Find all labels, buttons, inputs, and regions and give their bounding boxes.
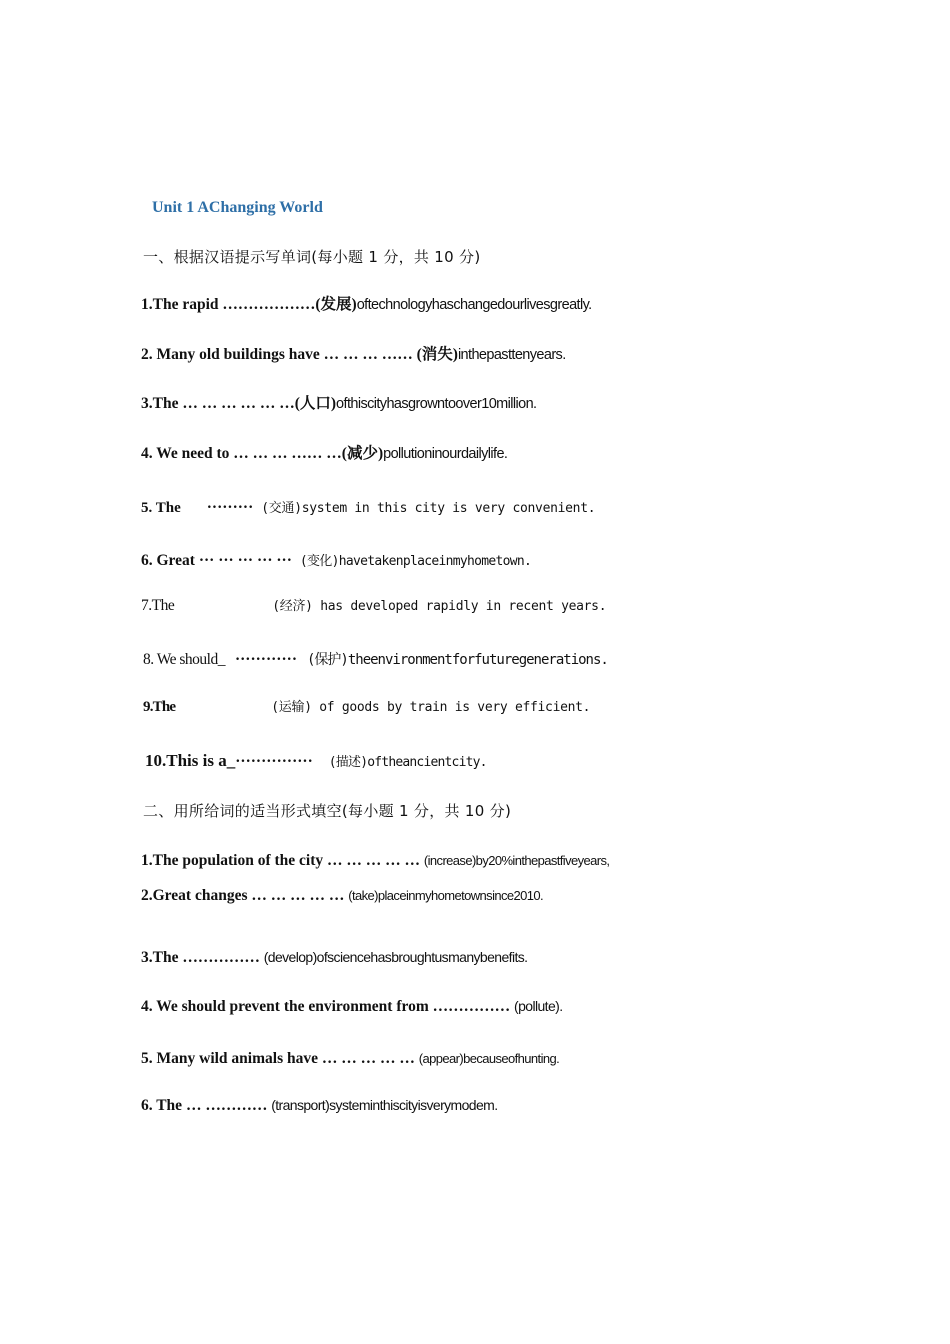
s1-question-3: 3.The … … … … … …(人口)ofthiscityhasgrowntoover10million.: [141, 395, 537, 412]
s1-question-9: 9.The (运输) of goods by train is very efficient.: [143, 699, 591, 715]
s2-question-2: 2.Great changes … … … … … (take)placeinmyhometownsince2010.: [141, 887, 544, 904]
s2-question-6: 6. The … ………… (transport)systeminthiscityisverymodem.: [141, 1097, 498, 1114]
s2-question-3: 3.The …………… (develop)ofsciencehasbroughtusmanybenefits.: [141, 949, 528, 966]
s1-question-8: 8. We should_ ············ (保护)theenvironmentforfuturegenerations.: [143, 651, 608, 668]
s1-question-10: 10.This is a_··············· (描述)oftheancientcity.: [145, 751, 487, 770]
s1-question-2: 2. Many old buildings have … … … …… (消失)inthepasttenyears.: [141, 346, 566, 363]
s2-question-5: 5. Many wild animals have … … … … … (appear)becauseofhunting.: [141, 1050, 560, 1067]
s1-question-4: 4. We need to … … … …… …(减少)pollutioninourdailylife.: [141, 445, 508, 462]
s1-question-5: 5. The ········· (交通)system in this city is very convenient.: [141, 499, 596, 516]
section2-heading: 二、用所给词的适当形式填空(每小题 1 分，共 10 分): [143, 802, 512, 820]
s2-question-4: 4. We should prevent the environment from …………… (pollute).: [141, 998, 563, 1015]
s2-question-1: 1.The population of the city … … … … … (increase)by20%inthepastfiveyears,: [141, 852, 610, 869]
document-title: Unit 1 AChanging World: [152, 199, 323, 216]
s1-question-7: 7.The (经济) has developed rapidly in recent years.: [141, 597, 607, 614]
section1-heading: 一、根据汉语提示写单词(每小题 1 分，共 10 分): [143, 248, 481, 266]
s1-question-1: 1.The rapid ………………(发展)oftechnologyhaschangedourlivesgreatly.: [141, 296, 592, 313]
s1-question-6: 6. Great ··· ··· ··· ··· ··· (变化)havetakenplaceinmyhometown.: [141, 552, 532, 569]
